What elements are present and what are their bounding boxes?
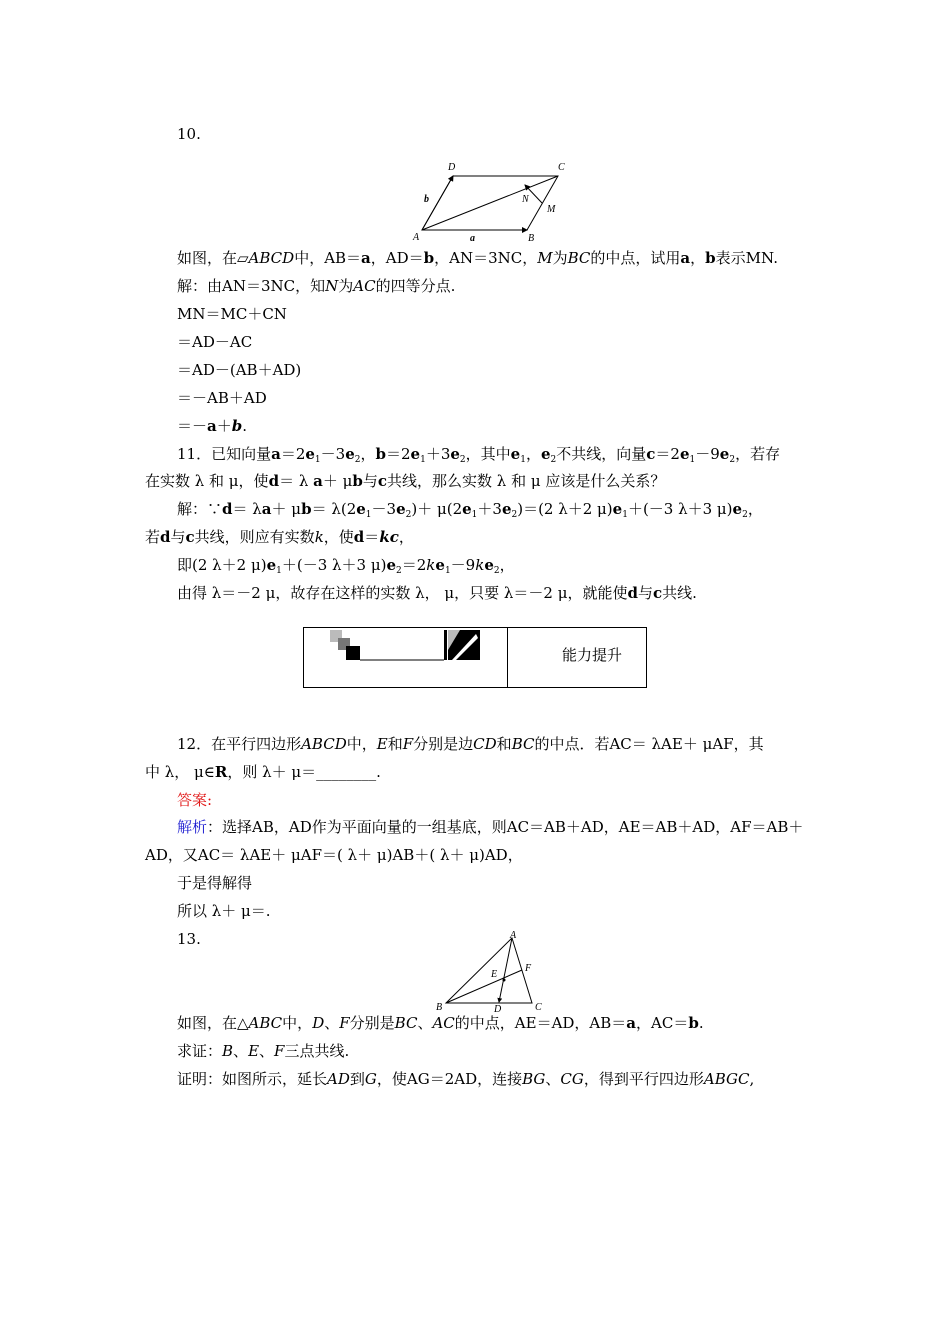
q10-step-1: MN＝MC＋CN xyxy=(177,305,287,323)
q12-explanation-line4: 所以 λ＋ μ＝. xyxy=(177,902,271,920)
fig13-label-E: E xyxy=(491,969,498,980)
fig13-label-C: C xyxy=(535,1002,542,1012)
q12-line2: 中 λ， μ∈R，则 λ＋ μ＝________. xyxy=(145,763,381,781)
fig-label-C: C xyxy=(558,162,565,173)
q11-line4: 若d与c共线，则应有实数k，使d＝kc， xyxy=(145,528,414,546)
fig-label-b: b xyxy=(424,194,429,205)
explanation-tag: 解析 xyxy=(177,818,208,836)
q12-line1: 12．在平行四边形ABCD中，E和F分别是边CD和BC的中点．若AC＝ λAE＋ μAF，其 xyxy=(177,735,764,753)
q13-triangle-figure xyxy=(432,930,552,1012)
q12-answer-label: 答案: xyxy=(177,791,213,809)
q11-line2: 在实数 λ 和 μ，使d＝ λ a＋ μb与c共线，那么实数 λ 和 μ 应该是什么关系？ xyxy=(145,472,666,490)
section-divider xyxy=(507,628,508,687)
q10-step-4: ＝－AB＋AD xyxy=(177,389,267,407)
q10-step-3: ＝AD－(AB＋AD) xyxy=(177,361,302,379)
q10-parallelogram-figure xyxy=(410,158,570,244)
q13-line2: 求证：B、E、F三点共线. xyxy=(177,1042,350,1060)
q10-number: 10. xyxy=(177,125,201,143)
q12-explanation-line2: AD，又AC＝ λAE＋ μAF＝( λ＋ μ)AB＋( λ＋ μ)AD， xyxy=(145,846,523,864)
q10-statement: 如图，在▱ABCD中，AB＝a，AD＝b，AN＝3NC，M为BC的中点，试用a，b表示MN. xyxy=(177,249,778,267)
fig13-label-A: A xyxy=(510,930,517,941)
q12-explanation-line3: 于是得解得 xyxy=(177,874,253,892)
fig13-label-F: F xyxy=(525,963,532,974)
fig-label-a: a xyxy=(470,233,475,244)
q13-line3: 证明：如图所示，延长AD到G，使AG＝2AD，连接BG、CG，得到平行四边形ABGC, xyxy=(177,1070,755,1088)
q10-step-5: ＝－a＋b. xyxy=(177,417,248,435)
q11-line5: 即(2 λ＋2 $\mu)e_1+(-3$ λ＋3 $\mu)e_2=2ke_1-9ke_2$， xyxy=(177,556,515,576)
q12-explanation-line1: 解析：选择AB，AD作为平面向量的一组基底，则AC＝AB＋AD，AE＝AB＋AD，AF＝AB＋ xyxy=(177,818,804,836)
fig-label-A: A xyxy=(413,232,420,243)
q13-line1: 如图，在△ABC中，D、F分别是BC、AC的中点，AE＝AD，AB＝a，AC＝b. xyxy=(177,1014,704,1032)
fig-label-B: B xyxy=(528,233,535,244)
fig13-label-B: B xyxy=(436,1002,443,1012)
fig-label-M: M xyxy=(547,204,556,215)
fig-label-N: N xyxy=(522,194,529,205)
section-banner xyxy=(303,627,647,688)
fig-label-D: D xyxy=(448,162,456,173)
fig13-label-D: D xyxy=(494,1004,502,1012)
q11-line1: 11．已知向量$a=2e_1-3e_2$，$b=2e_1+3e_2$，其中$e_1$，$e_2$不共线，向量$c=2e_1-9e_2$，若存 xyxy=(177,445,781,465)
q11-line3: 解：∵d＝ $\lambda a+ \mu b= \lambda(2e_1-3e_2)+ \mu(2e_1+3e_2)=(2$ λ＋2 $\mu)e_1+(-3$ λ＋3 $\mu)e_2$， xyxy=(177,500,763,520)
q11-line6: 由得 λ＝－2 μ，故存在这样的实数 λ， μ，只要 λ＝－2 μ，就能使d与c共线. xyxy=(177,584,697,602)
section-decoration-icon xyxy=(330,630,480,662)
q13-number: 13. xyxy=(177,930,201,948)
q10-step-2: ＝AD－AC xyxy=(177,333,253,351)
section-label: 能力提升 xyxy=(562,646,623,664)
q10-solution-line1: 解：由AN＝3NC，知N为AC的四等分点. xyxy=(177,277,456,295)
